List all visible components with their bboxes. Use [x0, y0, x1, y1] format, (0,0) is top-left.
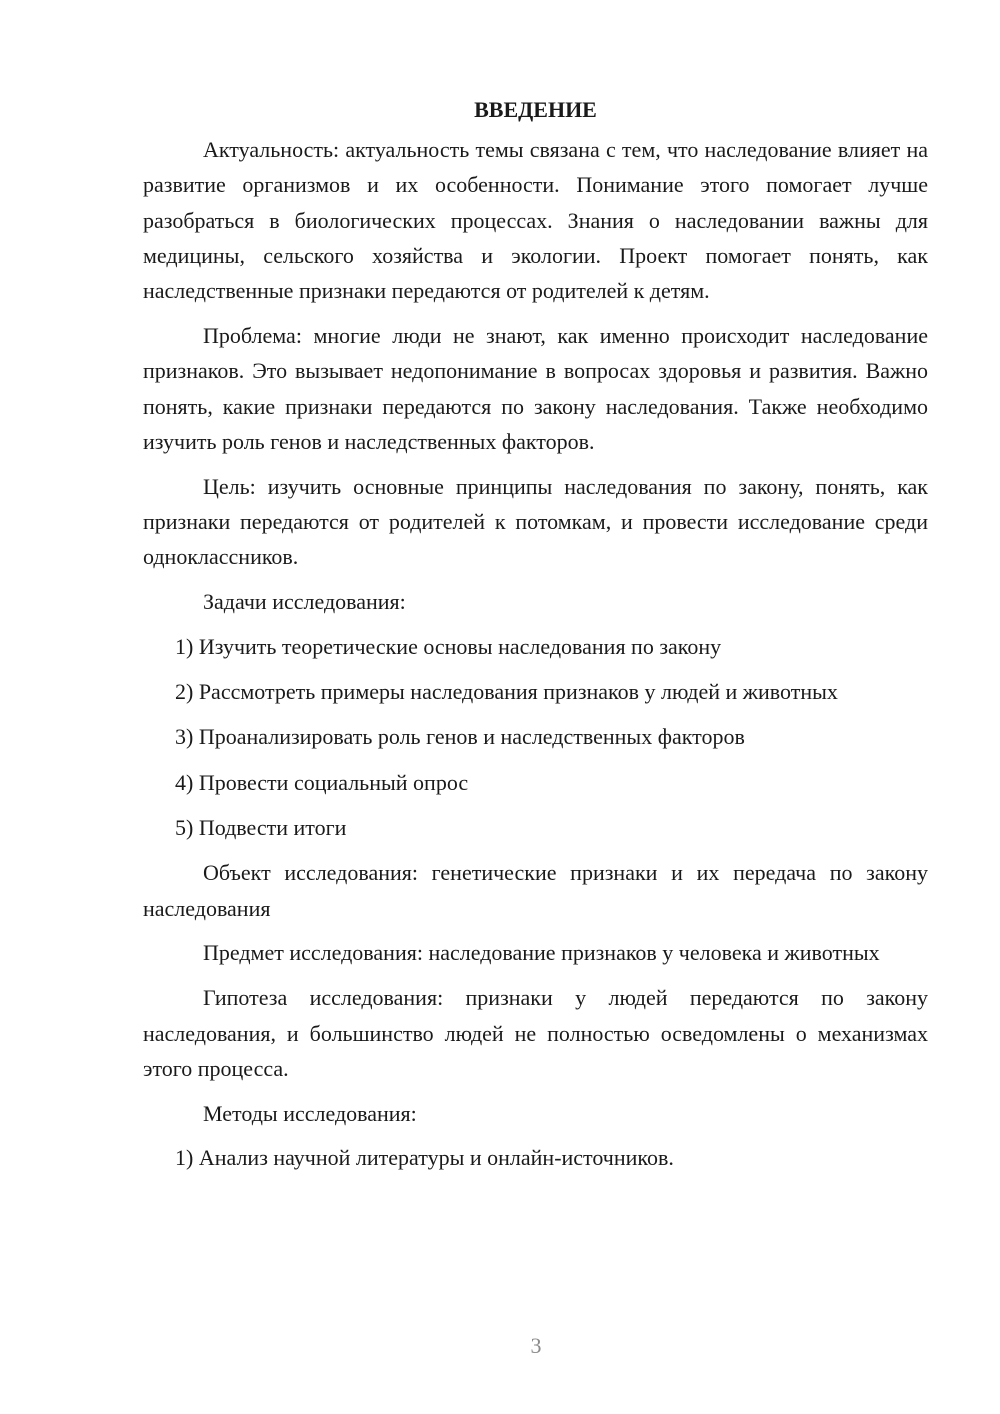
paragraph-object: Объект исследования: генетические признаки и их передача по закону наследования [143, 860, 928, 921]
paragraph-relevance: Актуальность: актуальность темы связана с тем, что наследование влияет на развитие организмов и их особенности. Понимание этого помогает лучше разобраться в биологических процессах. Знания о наследовании важны для медицины, сельского хозяйства и экологии. Проект помогает понять, как наследственные признаки передаются от родителей к детям. [143, 137, 928, 304]
methods-label: Методы исследования: [203, 1100, 417, 1126]
task-item-3: 3) Проанализировать роль генов и наследственных факторов [175, 724, 745, 750]
section-heading: ВВЕДЕНИЕ [474, 97, 597, 122]
page-number: 3 [530, 1333, 542, 1358]
method-item-1: 1) Анализ научной литературы и онлайн-источников. [175, 1145, 674, 1171]
task-item-5: 5) Подвести итоги [175, 815, 347, 841]
paragraph-subject: Предмет исследования: наследование признаков у человека и животных [203, 940, 880, 966]
task-item-2: 2) Рассмотреть примеры наследования признаков у людей и животных [175, 679, 838, 705]
task-item-1: 1) Изучить теоретические основы наследования по закону [175, 633, 722, 659]
task-item-4: 4) Провести социальный опрос [175, 769, 469, 795]
paragraph-problem: Проблема: многие люди не знают, как именно происходит наследование признаков. Это вызывает недопонимание в вопросах здоровья и развития. Важно понять, какие признаки передаются по закону наследования. Также необходимо изучить роль генов и наследственных факторов. [143, 322, 928, 454]
page-content [143, 94, 928, 1186]
paragraph-hypothesis: Гипотеза исследования: признаки у людей передаются по закону наследования, и большинство людей не полностью осведомлены о механизмах этого процесса. [143, 985, 928, 1081]
tasks-label: Задачи исследования: [203, 589, 406, 615]
paragraph-goal: Цель: изучить основные принципы наследования по закону, понять, как признаки передаются от родителей к потомкам, и провести исследование среди одноклассников. [143, 473, 928, 570]
